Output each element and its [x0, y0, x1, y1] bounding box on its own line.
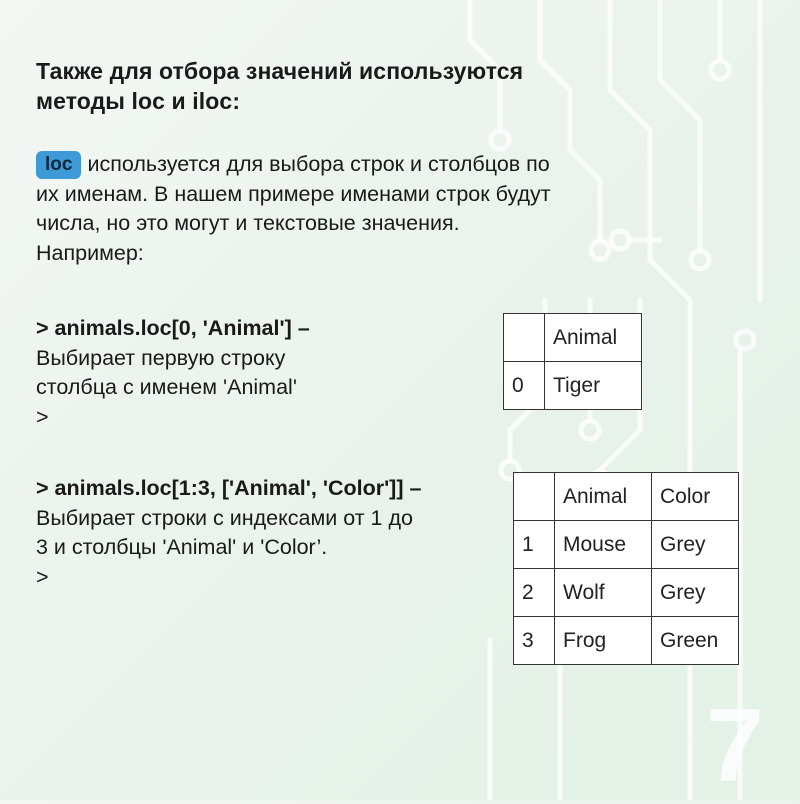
loc-text: их именам. В нашем примере именами строк будут	[36, 181, 551, 206]
table-cell: Wolf	[555, 569, 652, 617]
example-1	[36, 314, 496, 432]
table-row	[514, 617, 739, 665]
result-table-2	[513, 472, 739, 665]
loc-text: используется для выбора строк и столбцов по	[87, 152, 550, 176]
result-marker: >	[36, 564, 49, 589]
title-line: Также для отбора значений используются	[36, 58, 524, 84]
loc-description	[36, 150, 676, 268]
example-description: Выбирает первую строку	[36, 345, 286, 370]
loc-badge: loc	[36, 151, 81, 179]
table-cell: 0	[504, 362, 545, 410]
table-cell: Frog	[555, 617, 652, 665]
example-code: > animals.loc[1:3, ['Animal', 'Color']] –	[36, 476, 422, 500]
result-marker: >	[36, 404, 49, 429]
table-header-row	[514, 473, 739, 521]
example-description: столбца с именем 'Animal'	[36, 375, 297, 399]
table-row	[514, 569, 739, 617]
page-number: 7	[706, 688, 764, 804]
table-row	[504, 362, 642, 410]
slide-title	[36, 56, 676, 116]
example-description: 3 и столбцы 'Animal' и 'Color’.	[36, 535, 328, 559]
table-row	[514, 521, 739, 569]
table-cell: Animal	[555, 473, 652, 521]
table-cell: Mouse	[555, 521, 652, 569]
example-description: Выбирает строки с индексами от 1 до	[36, 505, 413, 530]
table-cell: Grey	[652, 569, 739, 617]
table-cell: Animal	[545, 314, 642, 362]
example-2	[36, 474, 506, 592]
table-cell	[514, 473, 555, 521]
loc-text: числа, но это могут и текстовые значения.	[36, 211, 460, 235]
table-header-row	[504, 314, 642, 362]
table-cell: 2	[514, 569, 555, 617]
title-line: методы loc и iloc:	[36, 88, 241, 114]
table-cell: Color	[652, 473, 739, 521]
table-cell: 3	[514, 617, 555, 665]
result-table-1	[503, 313, 642, 410]
table-cell: Grey	[652, 521, 739, 569]
loc-text: Например:	[36, 240, 144, 265]
table-cell: Green	[652, 617, 739, 665]
table-cell: Tiger	[545, 362, 642, 410]
table-cell	[504, 314, 545, 362]
example-code: > animals.loc[0, 'Animal'] –	[36, 316, 310, 340]
table-cell: 1	[514, 521, 555, 569]
